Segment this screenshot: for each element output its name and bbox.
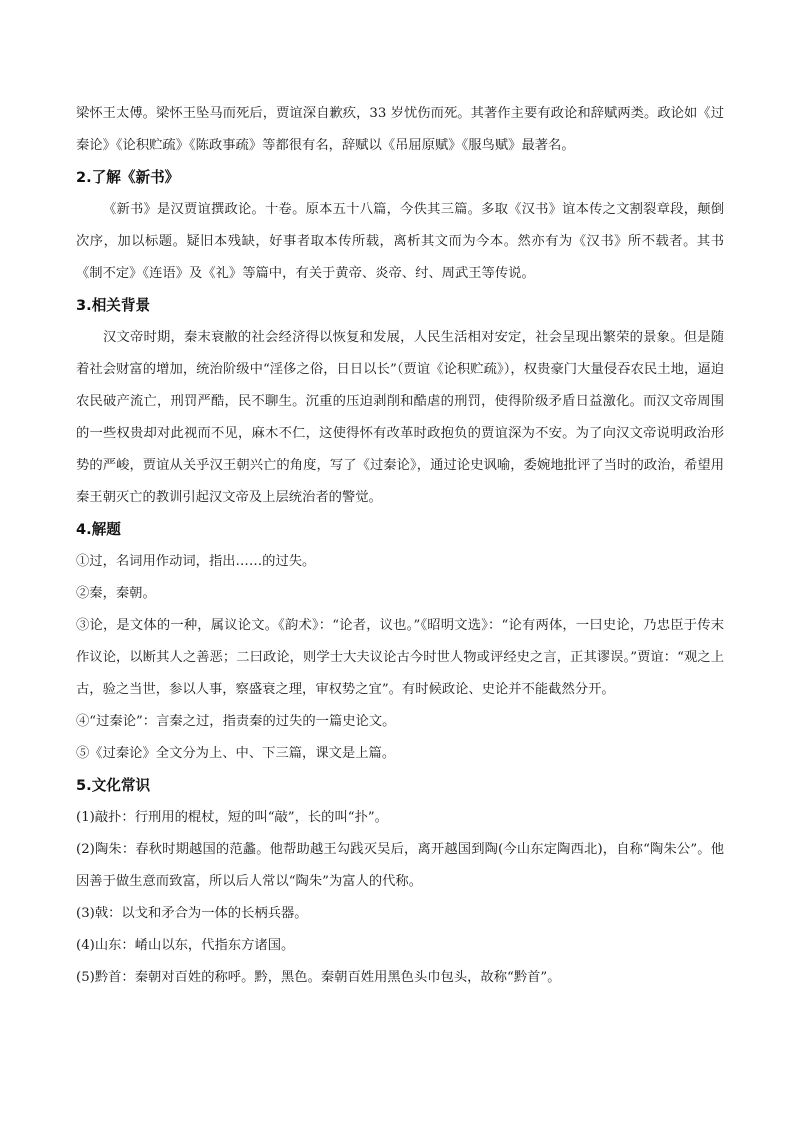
intro-paragraph: 梁怀王太傅。梁怀王坠马而死后，贾谊深自歉疚，33 岁忧伤而死。其著作主要有政论和辞赋两类。政论如《过秦论》《论积贮疏》《陈政事疏》等都很有名，辞赋以《吊屈原赋》《服鸟赋》最著名。: [76, 106, 724, 153]
document-page: [76, 98, 724, 994]
section-heading-xinshu: 2.了解《新书》: [76, 169, 180, 186]
culture-item: (1)敲扑：行刑用的棍杖，短的叫“敲”，长的叫“扑”。: [76, 810, 388, 825]
section-heading-jieti: 4.解题: [76, 521, 121, 538]
background-paragraph: 汉文帝时期，秦末衰敝的社会经济得以恢复和发展，人民生活相对安定，社会呈现出繁荣的景象。但是随着社会财富的增加，统治阶级中“淫侈之俗，日日以长”（贾谊《论积贮疏》），权贵豪门大量侵吞农民土地，逼迫农民破产流亡，刑罚严酷，民不聊生。沉重的压迫剥削和酷虐的刑罚，使得阶级矛盾日益激化。而汉文帝周围的一些权贵却对此视而不见，麻木不仁，这使得怀有改革时政抱负的贾谊深为不安。为了向汉文帝说明政治形势的严峻，贾谊从关乎汉王朝兴亡的角度，写了《过秦论》，通过论史讽喻，委婉地批评了当时的政治，希望用秦王朝灭亡的教训引起汉文帝及上层统治者的警觉。: [76, 330, 724, 505]
section-heading-background: 3.相关背景: [76, 297, 151, 314]
culture-item: (3)戟：以戈和矛合为一体的长柄兵器。: [76, 906, 308, 921]
culture-item: (2)陶朱：春秋时期越国的范蠡。他帮助越王勾践灭吴后，离开越国到陶(今山东定陶西北)，自称“陶朱公”。他因善于做生意而致富，所以后人常以“陶朱”为富人的代称。: [76, 842, 724, 889]
jieti-item: ⑤《过秦论》全文分为上、中、下三篇，课文是上篇。: [76, 746, 396, 761]
section-heading-culture: 5.文化常识: [76, 777, 151, 794]
jieti-item: ④“过秦论”：言秦之过，指责秦的过失的一篇史论文。: [76, 714, 396, 729]
jieti-item: ①过，名词用作动词，指出……的过失。: [76, 554, 316, 569]
culture-item: (4)山东：崤山以东，代指东方诸国。: [76, 938, 295, 953]
xinshu-paragraph: 《新书》是汉贾谊撰政论。十卷。原本五十八篇，今佚其三篇。多取《汉书》谊本传之文割裂章段，颠倒次序，加以标题。疑旧本残缺，好事者取本传所载，离析其文而为今本。然亦有为《汉书》所不载者。其书《制不定》《连语》及《礼》等篇中，有关于黄帝、炎帝、纣、周武王等传说。: [76, 202, 724, 281]
jieti-item: ②秦，秦朝。: [76, 586, 156, 601]
jieti-item: ③论，是文体的一种，属议论文。《韵术》：“论者，议也。”《昭明文选》：“论有两体，一曰史论，乃忠臣于传末作议论，以断其人之善恶；二曰政论，则学士大夫议论古今时世人物或评经史之言，正其谬误。”贾谊：“观之上古，验之当世，参以人事，察盛衰之理，审权势之宜”。有时候政论、史论并不能截然分开。: [76, 618, 724, 697]
culture-item: (5)黔首：秦朝对百姓的称呼。黔，黑色。秦朝百姓用黑色头巾包头，故称“黔首”。: [76, 970, 561, 985]
